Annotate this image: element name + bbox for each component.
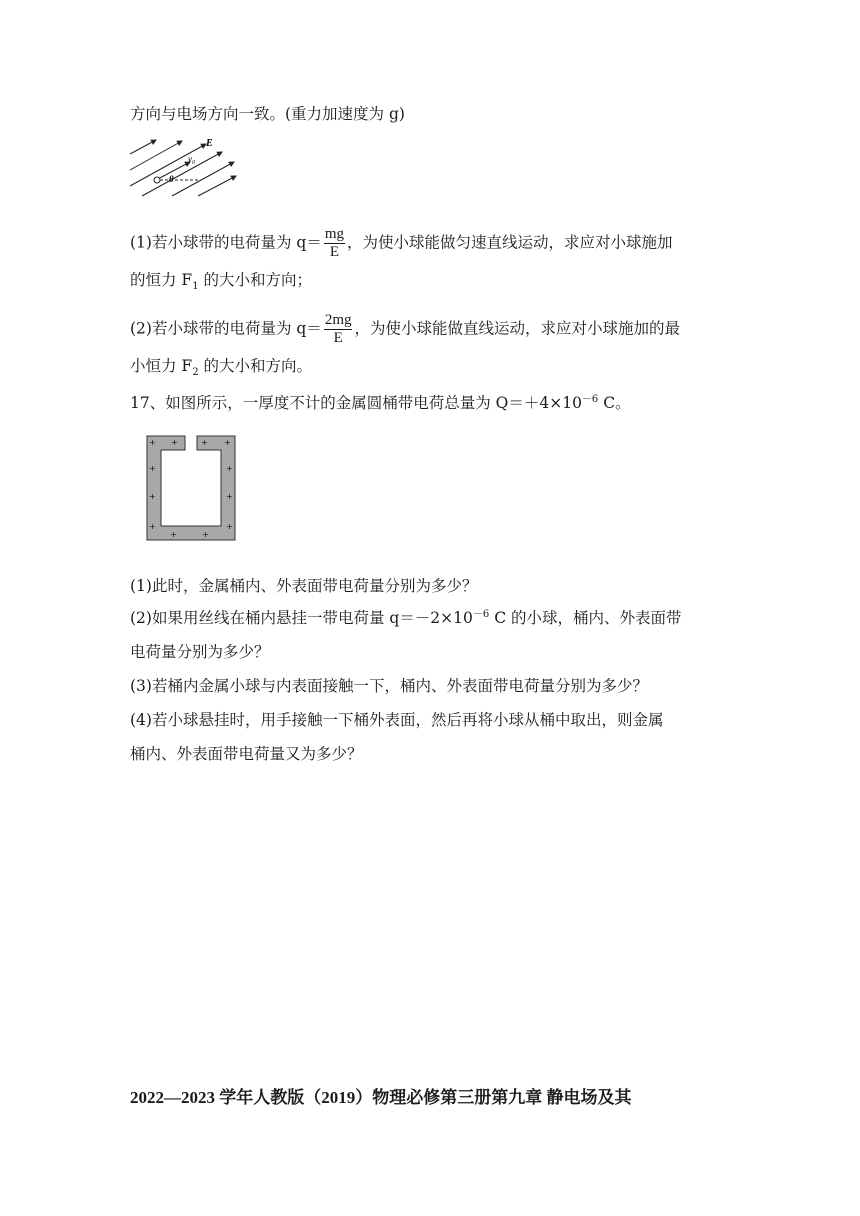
charge-plus-sign: + xyxy=(171,438,178,447)
charge-plus-sign: + xyxy=(149,522,156,531)
problem-17-stem: 17、如图所示，一厚度不计的金属圆桶带电荷总量为 $Q=+4\times 10^{-6}$ C。 xyxy=(130,393,631,412)
question-1-line-2: 的恒力 $F_1$ 的大小和方向； xyxy=(130,271,312,293)
charge-plus-sign: + xyxy=(149,438,156,447)
sub-question-3: (3)若桶内金属小球与内表面接触一下，桶内、外表面带电荷量分别为多少？ xyxy=(130,677,648,695)
sub-question-1: (1)此时，金属桶内、外表面带电荷量分别为多少？ xyxy=(130,577,478,595)
charge-plus-sign: + xyxy=(224,438,231,447)
velocity-label: $v_0$ xyxy=(188,154,195,166)
sub-question-4-line-1: (4)若小球悬挂时，用手接触一下桶外表面，然后再将小球从桶中取出，则金属 xyxy=(130,711,664,729)
charge-plus-sign: + xyxy=(201,438,208,447)
electric-field-figure xyxy=(126,136,246,198)
question-1-line-1: (1)若小球带的电荷量为 q＝ $\frac{mg}{E}$ ，为使小球能做匀速直线运动，求应对小球施加 xyxy=(130,226,673,260)
fraction-mg-over-E: $\frac{mg}{E}$ xyxy=(324,226,344,260)
sub-question-2-line-1: (2)如果用丝线在桶内悬挂一带电荷量 $q=-2\times 10^{-6}$ C 的小球，桶内、外表面带 xyxy=(130,608,682,627)
charge-plus-sign: + xyxy=(226,522,233,531)
section-heading: 2022—2023 学年人教版（2019）物理必修第三册第九章 静电场及其 xyxy=(130,1088,632,1107)
text-line-direction: 方向与电场方向一致。(重力加速度为 g) xyxy=(130,105,405,123)
question-2-line-1: (2)若小球带的电荷量为 q＝ $\frac{2mg}{E}$ ，为使小球能做直线运动，求应对小球施加的最 xyxy=(130,312,680,346)
charge-plus-sign: + xyxy=(149,464,156,473)
metal-bucket-figure xyxy=(144,432,240,542)
ball-icon xyxy=(154,177,160,183)
sub-question-4-line-2: 桶内、外表面带电荷量又为多少？ xyxy=(130,745,363,763)
charge-plus-sign: + xyxy=(149,492,156,501)
charge-plus-sign: + xyxy=(226,464,233,473)
angle-label: θ xyxy=(169,174,174,184)
sub-question-2-line-2: 电荷量分别为多少？ xyxy=(130,643,270,661)
question-2-line-2: 小恒力 $F_2$ 的大小和方向。 xyxy=(130,357,312,379)
charge-plus-sign: + xyxy=(226,492,233,501)
charge-plus-sign: + xyxy=(170,530,177,539)
charge-plus-sign: + xyxy=(202,530,209,539)
fraction-2mg-over-E: $\frac{2mg}{E}$ xyxy=(324,312,352,346)
field-label-E: E xyxy=(206,138,213,149)
